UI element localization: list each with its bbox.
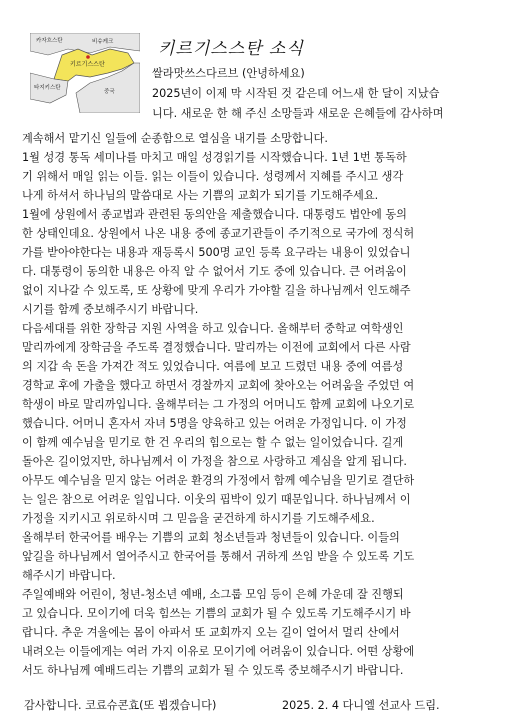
body-line: 올해부터 한국어를 배우는 기쁨의 교회 청소년들과 청년들이 있습니다. 이들의 — [22, 531, 400, 544]
body-line: 주일예배와 어린이, 청년-청소년 예배, 소그룹 모임 등이 은혜 가운데 잘 진행되 — [22, 588, 404, 601]
body-line: 다음세대를 위한 장학금 지원 사역을 하고 있습니다. 올해부터 중학교 여학생인 — [22, 322, 404, 335]
body-line: 다. 대통령이 동의한 내용은 아직 알 수 없어서 기도 중에 있습니다. 큰 어려움이 — [22, 265, 407, 278]
map-label-kazakhstan: 카자흐스탄 — [36, 38, 63, 44]
body-line: 없이 지나갈 수 있도록, 또 상황에 맞게 우리가 가야할 길을 하나님께서 인도해주 — [22, 284, 411, 297]
body-line: 나게 하셔서 하나님의 말씀대로 사는 기쁨의 교회가 되기를 기도해주세요. — [22, 189, 379, 202]
map-label-kyrgyzstan: 키르기스스탄 — [70, 61, 105, 68]
body-line: 경학교 후에 가출을 했다고 하면서 경찰까지 교회에 찾아오는 어려움을 주었던 여 — [22, 379, 415, 392]
closing-signature: 2025. 2. 4 다니엘 선교사 드림. — [282, 699, 440, 712]
closing-greeting: 감사합니다. 코료슈콘효(또 뵙겠습니다) — [24, 699, 217, 712]
map-label-china: 중국 — [104, 89, 115, 95]
body-line: 고 있습니다. 모이기에 더욱 힘쓰는 기쁨의 교회가 될 수 있도록 기도해주시기 바 — [22, 607, 411, 620]
body-line: 는 일은 참으로 어려운 일입니다. 이웃의 핍박이 있기 때문입니다. 하나님께서 이 — [22, 493, 411, 506]
body-line: 1월에 상원에서 종교법과 관련된 동의안을 제출했습니다. 대통령도 법안에 동의 — [22, 208, 407, 221]
body-line: 랍니다. 추운 겨울에는 몸이 아파서 또 교회까지 오는 길이 얼어서 멀리 산에서 — [22, 626, 400, 639]
body-line: 시기를 함께 중보해주시기 바랍니다. — [22, 303, 199, 316]
body-line: 이 함께 예수님을 믿기로 한 건 우리의 힘으로는 할 수 없는 일이었습니다. 길게 — [22, 436, 404, 449]
intro-line: 2025년이 이제 막 시작된 것 같은데 어느새 한 달이 지났습 — [152, 87, 440, 100]
body-line: 기 위해서 매일 읽는 이들. 읽는 이들이 있습니다. 성령께서 지혜를 주시고 생각 — [22, 170, 404, 183]
intro-line: 니다. 새로운 한 해 주신 소망들과 새로운 은혜들에 감사하며 — [152, 107, 444, 120]
body-line: 했습니다. 어머니 혼자서 자녀 5명을 양육하고 있는 어려운 가정입니다. 이 가정 — [22, 417, 407, 430]
body-line: 가를 받아야한다는 내용과 재등록시 500명 교인 등록 요구라는 내용이 있었습니 — [22, 246, 411, 259]
kyrgyzstan-map — [30, 33, 140, 113]
map-label-bishkek: 비슈케크 — [92, 39, 114, 45]
body-line: 학생이 바로 말리까입니다. 올해부터는 그 가정의 어머니도 함께 교회에 나오기로 — [22, 398, 415, 411]
body-line: 한 상태인데요. 상원에서 나온 내용 중에 종교기관들이 주기적으로 국가에 정식허 — [22, 227, 415, 240]
body-line: 계속해서 맡기신 일들에 순종함으로 열심을 내기를 소망합니다. — [22, 132, 328, 145]
body-line: 말리까에게 장학금을 주도록 결정했습니다. 말리까는 이전에 교회에서 다른 사람 — [22, 341, 411, 354]
body-line: 돌아온 길이었지만, 하나님께서 이 가정을 참으로 사랑하고 계심을 알게 됩니다. — [22, 455, 407, 468]
body-line: 가정을 지키시고 위로하시며 그 믿음을 굳건하게 하시기를 기도해주세요. — [22, 512, 375, 525]
intro-line: 쌀라맛쓰스다르브 (안녕하세요) — [152, 67, 305, 80]
newsletter-title: 키르기스스탄 소식 — [158, 39, 304, 59]
bishkek-marker — [86, 55, 90, 59]
body-line: 앞길을 하나님께서 열어주시고 한국어를 통해서 귀하게 쓰임 받을 수 있도록 기도 — [22, 550, 415, 563]
body-line: 내려오는 이들에게는 여러 가지 이유로 모이기에 어려움이 있습니다. 어떤 상황에 — [22, 645, 415, 658]
body-line: 아무도 예수님을 믿지 않는 어려운 환경의 가정에서 함께 예수님을 믿기로 결단하 — [22, 474, 415, 487]
body-line: 1월 성경 통독 세미나를 마치고 매일 성경읽기를 시작했습니다. 1년 1번 통독하 — [22, 151, 407, 164]
body-line: 서도 하나님께 예배드리는 기쁨의 교회가 될 수 있도록 중보해주시기 바랍니다. — [22, 664, 404, 677]
map-label-tajikistan: 타지키스탄 — [34, 85, 61, 91]
body-line: 의 지갑 속 돈을 가져간 적도 있었습니다. 여름에 보고 드렸던 내용 중에 여름성 — [22, 360, 404, 373]
body-line: 해주시기 바랍니다. — [22, 569, 116, 582]
